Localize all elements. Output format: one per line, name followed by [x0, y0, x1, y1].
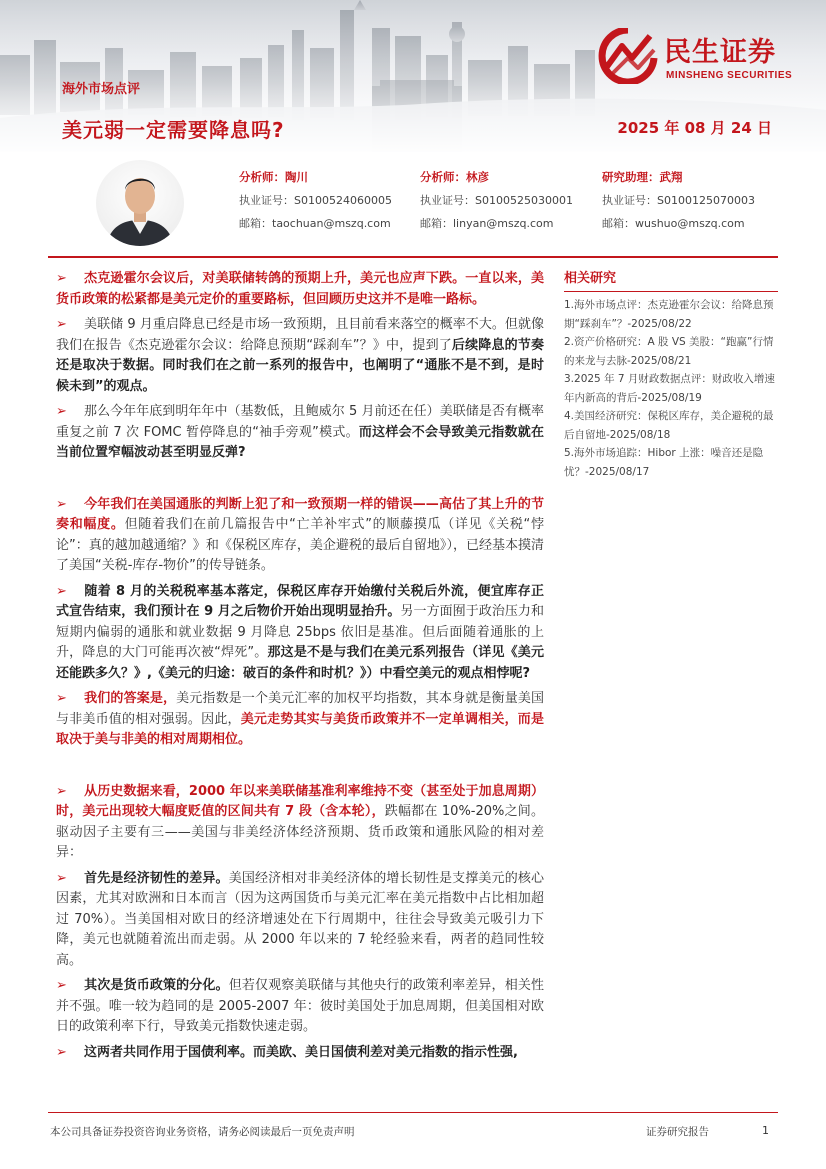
logo-text-en: MINSHENG SECURITIES	[666, 70, 793, 81]
report-date: 2025 年 08 月 24 日	[617, 119, 772, 137]
logo-text-cn: 民生证券	[664, 37, 776, 68]
analyst-portrait-image	[96, 160, 184, 246]
related-research-list	[564, 296, 778, 481]
analyst-block-linyan	[420, 166, 573, 235]
minsheng-logo	[598, 28, 804, 86]
report-category: 海外市场点评	[62, 82, 141, 97]
bullet-arrow-icon: ➢	[56, 583, 67, 599]
report-body	[56, 269, 544, 1068]
bullet-arrow-icon: ➢	[56, 1044, 67, 1060]
body-paragraph: ➢ 其次是货币政策的分化。但若仅观察美联储与其他央行的政策利率差异，相关性并不强。唯一较为趋同的是 2005-2007 年：彼时美国处于加息周期，但美国相对欧日的政策利率下行，导致美元指数快速走弱。	[56, 978, 544, 1034]
analyst-block-wushuo	[602, 166, 755, 235]
body-paragraph: ➢ 首先是经济韧性的差异。美国经济相对非美经济体的增长韧性是支撑美元的核心因素，尤其对欧洲和日本而言（因为这两国货币与美元汇率在美元指数中占比相加超过 70%）。当美国相对欧日的经济增速处在下行周期中，往往会导致美元吸引力下降，美元也就随着流出而走弱。从 2000 年以来的 7 轮经验来看，两者的趋同性较高。	[56, 870, 544, 968]
footer-divider	[48, 1112, 778, 1113]
body-paragraph: ➢ 从历史数据来看，2000 年以来美联储基准利率维持不变（甚至处于加息周期）时，美元出现较大幅度贬值的区间共有 7 段（含本轮），跌幅都在 10%-20%之间。驱动因子主要有三——美国与非美经济体经济预期、货币政策和通胀风险的相对差异：	[56, 783, 544, 860]
bullet-arrow-icon: ➢	[56, 271, 67, 286]
bullet-arrow-icon: ➢	[56, 870, 67, 886]
related-research-panel	[564, 269, 778, 481]
bullet-arrow-icon: ➢	[56, 691, 67, 706]
body-paragraph: ➢ 那么今年年底到明年年中（基数低，且鲍威尔 5 月前还在任）美联储是否有概率重复之前 7 次 FOMC 暂停降息的“袖手旁观”模式。而这样会不会导致美元指数就在当前位置窄幅波动甚至明显反弹?	[56, 404, 544, 460]
related-research-title: 相关研究	[564, 269, 778, 292]
related-research-item[interactable]: 1.海外市场点评：杰克逊霍尔会议：给降息预期“踩刹车”？-2025/08/22	[564, 299, 774, 330]
section-gap	[56, 469, 544, 495]
analyst-block-taochuan	[239, 166, 392, 235]
analyst-photo	[96, 160, 184, 246]
body-paragraph: ➢ 随着 8 月的关税税率基本落定，保税区库存开始缴付关税后外流，便宜库存正式宣告结束，我们预计在 9 月之后物价开始出现明显抬升。另一方面囿于政治压力和短期内偏弱的通胀和就业数据 9 月降息 25bps 依旧是基准。但后面随着通胀的上升，降息的大门可能再次被“焊死”。那这是不是与我们在美元系列报告（详见《美元还能跌多久？》,《美元的归途：破百的条件和时机？》）中看空美元的观点相悖呢?	[56, 583, 544, 681]
body-paragraph: ➢ 美联储 9 月重启降息已经是市场一致预期，且目前看来落空的概率不大。但就像我们在报告《杰克逊霍尔会议：给降息预期“踩刹车”？》中，提到了后续降息的节奏还是取决于数据。同时我们在之前一系列的报告中，也阐明了“通胀不是不到，是时候未到”的观点。	[56, 317, 544, 394]
related-research-item[interactable]: 5.海外市场追踪：Hibor 上涨：噪音还是隐忧？-2025/08/17	[564, 447, 764, 478]
bullet-arrow-icon: ➢	[56, 783, 67, 799]
body-paragraph: ➢ 杰克逊霍尔会议后，对美联储转鸽的预期上升，美元也应声下跌。一直以来，美货币政策的松紧都是美元定价的重要路标，但回顾历史这并不是唯一路标。	[56, 271, 544, 307]
analyst-license: 执业证号：S0100525030001	[420, 194, 573, 207]
body-paragraph: ➢ 今年我们在美国通胀的判断上犯了和一致预期一样的错误——高估了其上升的节奏和幅度。但随着我们在前几篇报告中“亡羊补牢式”的顺藤摸瓜（详见《关税“悖论”：真的越加越通缩？》和《保税区库存，美企避税的最后自留地》），已经基本摸清了美国“关税-库存-物价”的传导链条。	[56, 496, 544, 573]
bullet-arrow-icon: ➢	[56, 317, 67, 332]
page-number: 1	[762, 1124, 769, 1137]
footer-report-type: 证券研究报告	[646, 1126, 709, 1138]
analyst-name: 研究助理：武翔	[602, 170, 683, 184]
header-divider	[48, 256, 778, 258]
analyst-email[interactable]: 邮箱：linyan@mszq.com	[420, 217, 554, 230]
analyst-email[interactable]: 邮箱：taochuan@mszq.com	[239, 217, 391, 230]
bullet-arrow-icon: ➢	[56, 496, 67, 512]
analyst-name: 分析师：陶川	[239, 170, 308, 184]
analyst-license: 执业证号：S0100125070003	[602, 194, 755, 207]
body-paragraph: ➢ 我们的答案是，美元指数是一个美元汇率的加权平均指数，其本身就是衡量美国与非美币值的相对强弱。因此，美元走势其实与美货币政策并不一定单调相关，而是取决于美与非美的相对周期相位。	[56, 691, 544, 747]
related-research-item[interactable]: 4.美国经济研究：保税区库存，美企避税的最后自留地-2025/08/18	[564, 410, 774, 441]
footer-disclaimer: 本公司具备证券投资咨询业务资格，请务必阅读最后一页免责声明	[50, 1126, 355, 1138]
header-banner	[0, 0, 826, 152]
analyst-license: 执业证号：S0100524060005	[239, 194, 392, 207]
minsheng-logo-icon	[598, 28, 658, 84]
related-research-item[interactable]: 2.资产价格研究：A 股 VS 美股：“跑赢”行情的来龙与去脉-2025/08/21	[564, 336, 774, 367]
section-gap	[56, 756, 544, 782]
bullet-arrow-icon: ➢	[56, 978, 67, 993]
analyst-name: 分析师：林彦	[420, 170, 489, 184]
body-paragraph: ➢ 这两者共同作用于国债利率。而美欧、美日国债利差对美元指数的指示性强,	[56, 1043, 544, 1064]
analyst-email[interactable]: 邮箱：wushuo@mszq.com	[602, 217, 745, 230]
report-title: 美元弱一定需要降息吗?	[62, 118, 285, 142]
bullet-arrow-icon: ➢	[56, 404, 67, 419]
related-research-item[interactable]: 3.2025 年 7 月财政数据点评：财政收入增速年内新高的背后-2025/08/19	[564, 373, 775, 404]
